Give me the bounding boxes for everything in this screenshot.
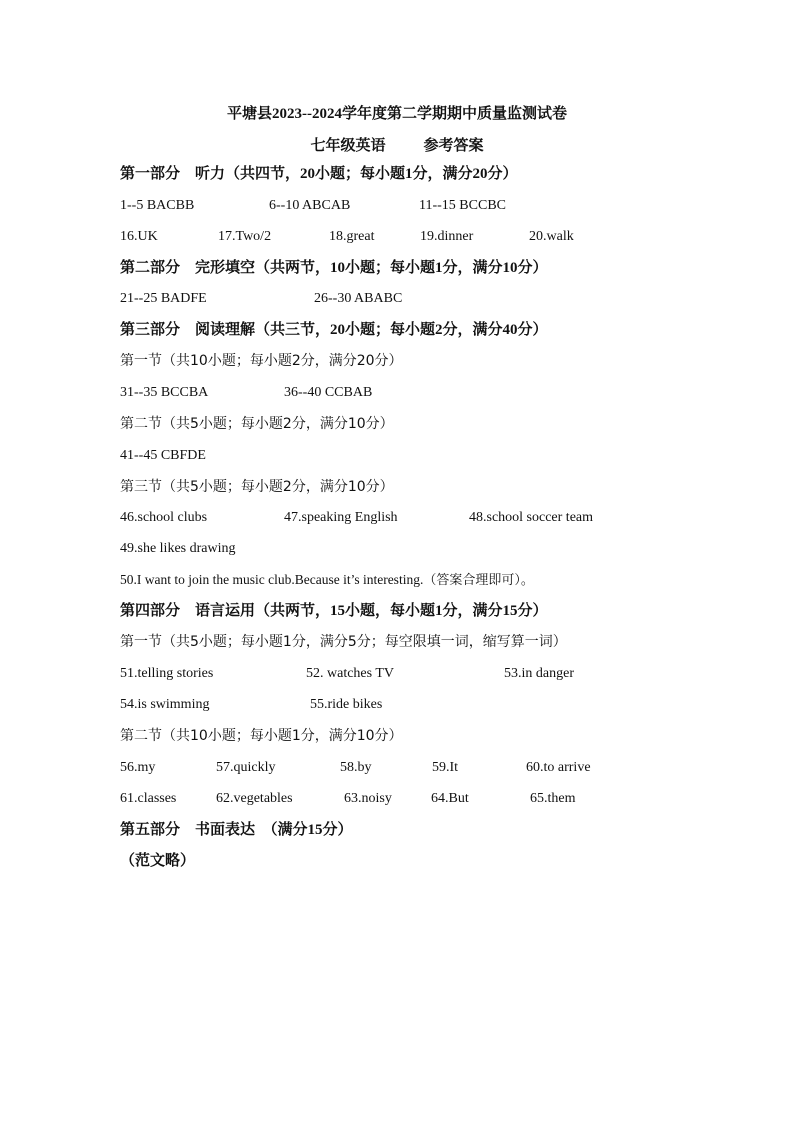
answer-item: 36--40 CCBAB: [284, 385, 373, 400]
answer-item: 17.Two/2: [218, 229, 272, 244]
answer-item-50: 50.I want to join the music club.Because it’s interesting.: [120, 572, 424, 587]
answer-item: 48.school soccer team: [469, 510, 594, 525]
answer-item: 60.to arrive: [526, 760, 591, 775]
part3-section1-heading: 第一节（共10小题；每小题2分，满分20分）: [120, 353, 403, 369]
answer-label: 参考答案: [423, 138, 484, 154]
answer-item: 47.speaking English: [284, 510, 398, 525]
answer-item: 54.is swimming: [120, 697, 210, 712]
answer-item: 63.noisy: [344, 791, 392, 806]
answer-item: 53.in danger: [504, 666, 574, 681]
answer-item: 31--35 BCCBA: [120, 385, 209, 400]
document-title: 平塘县2023--2024学年度第二学期期中质量监测试卷: [227, 106, 567, 122]
part3-section2-heading: 第二节（共5小题；每小题2分，满分10分）: [120, 416, 394, 432]
answer-item: 26--30 ABABC: [314, 291, 403, 306]
answer-item: 59.It: [432, 760, 459, 775]
answer-item: 56.my: [120, 760, 156, 775]
part5-note: （范文略）: [120, 853, 196, 869]
answer-item: 11--15 BCCBC: [419, 198, 506, 213]
answer-item: 6--10 ABCAB: [269, 198, 351, 213]
part4-section2-heading: 第二节（共10小题；每小题1分，满分10分）: [120, 728, 403, 744]
answer-item: 49.she likes drawing: [120, 541, 236, 556]
answer-item: 21--25 BADFE: [120, 291, 207, 306]
part3-heading: 第三部分 阅读理解（共三节，20小题；每小题2分，满分40分）: [120, 322, 548, 338]
answer-item: 55.ride bikes: [310, 697, 383, 712]
answer-item: 64.But: [431, 791, 469, 806]
answer-item: 46.school clubs: [120, 510, 208, 525]
answer-item: 18.great: [329, 229, 375, 244]
document-subtitle: [0, 134, 794, 155]
answer-item: 51.telling stories: [120, 666, 214, 681]
answer-item: 16.UK: [120, 229, 158, 244]
grade-subject: 七年级英语: [310, 138, 386, 154]
answer-item: 1--5 BACBB: [120, 198, 195, 213]
part4-heading: 第四部分 语言运用（共两节，15小题，每小题1分，满分15分）: [120, 603, 548, 619]
part4-section1-heading: 第一节（共5小题；每小题1分，满分5分；每空限填一词，缩写算一词）: [120, 634, 567, 650]
part1-heading: 第一部分 听力（共四节，20小题；每小题1分，满分20分）: [120, 166, 518, 182]
part3-section3-row3: [120, 569, 534, 591]
part5-heading: 第五部分 书面表达 （满分15分）: [120, 822, 353, 838]
answer-item: 61.classes: [120, 791, 177, 806]
part2-heading: 第二部分 完形填空（共两节，10小题；每小题1分，满分10分）: [120, 260, 548, 276]
answer-item: 41--45 CBFDE: [120, 448, 206, 463]
part3-section3-heading: 第三节（共5小题；每小题2分，满分10分）: [120, 479, 394, 495]
answer-item: 65.them: [530, 791, 576, 806]
answer-item: 52. watches TV: [306, 666, 394, 681]
answer-note: （答案合理即可）。: [423, 573, 534, 588]
answer-item: 57.quickly: [216, 760, 276, 775]
answer-item: 62.vegetables: [216, 791, 293, 806]
answer-item: 20.walk: [529, 229, 574, 244]
answer-item: 58.by: [340, 760, 372, 775]
answer-item: 19.dinner: [420, 229, 474, 244]
